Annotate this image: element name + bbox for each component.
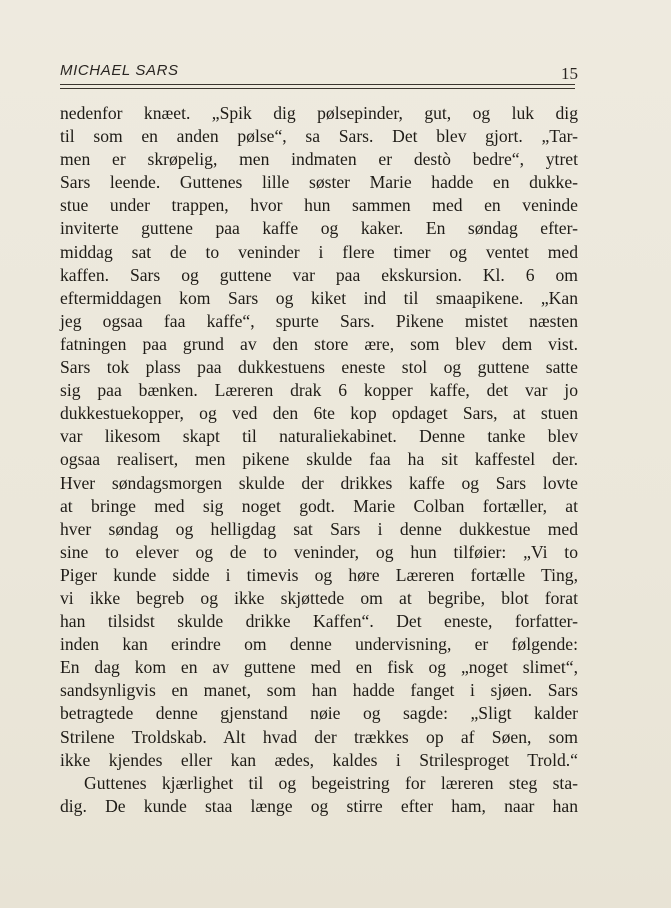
text-line: ogsaa realisert, men pikene skulde faa ha sit kaffestel der. [60,449,578,470]
text-line: Sars leende. Guttenes lille søster Marie hadde en dukke- [60,172,578,193]
text-line: dig. De kunde staa længe og stirre efter ham, naar han [60,795,578,816]
text-line: vi ikke begreb og ikke skjøttede om at begribe, blot forat [60,587,578,608]
header-rule-bottom [60,88,575,89]
text-line: middag sat de to veninder i flere timer og ventet med [60,241,578,262]
text-line: til som en anden pølse“, sa Sars. Det blev gjort. „Tar- [60,126,578,147]
text-line: inviterte guttene paa kaffe og kaker. En søndag efter- [60,218,578,239]
text-line: eftermiddagen kom Sars og kiket ind til smaapikene. „Kan [60,287,578,308]
header-rule-top [60,84,575,85]
text-line: men er skrøpelig, men indmaten er destò bedre“, ytret [60,149,578,170]
page-number: 15 [561,64,578,83]
text-line: nedenfor knæet. „Spik dig pølsepinder, gut, og luk dig [60,103,578,123]
text-line: Strilene Troldskab. Alt hvad der trækkes op af Søen, som [60,726,578,747]
text-line: han tilsidst skulde drikke Kaffen“. Det eneste, forfatter- [60,611,578,632]
running-head-title: MICHAEL SARS [60,62,179,79]
text-line: dukkestuekopper, og ved den 6te kop opdaget Sars, at stuen [60,403,578,424]
text-line: betragtede denne gjenstand nøie og sagde: „Sligt kalder [60,703,578,724]
text-line: hver søndag og helligdag sat Sars i denne dukkestue med [60,518,578,539]
text-line: Hver søndagsmorgen skulde der drikkes kaffe og Sars lovte [60,472,578,493]
text-line: Sars tok plass paa dukkestuens eneste stol og guttene satte [60,357,578,378]
text-line: En dag kom en av guttene med en fisk og „noget slimet“, [60,657,578,678]
text-line: sine to elever og de to veninder, og hun tilføier: „Vi to [60,541,578,562]
text-line: at bringe med sig noget godt. Marie Colban fortæller, at [60,495,578,516]
text-line: jeg ogsaa faa kaffe“, spurte Sars. Pikene mistet næsten [60,310,578,331]
running-head [60,60,580,86]
text-line: Piger kunde sidde i timevis og høre Læreren fortælle Ting, [60,564,578,585]
body-text [60,102,578,818]
text-line: ikke kjendes eller kan ædes, kaldes i Strilesproget Trold.“ [60,749,578,770]
text-line: fatningen paa grund av den store ære, som blev dem vist. [60,333,578,354]
text-line: sig paa bænken. Læreren drak 6 kopper kaffe, det var jo [60,380,578,401]
text-line: kaffen. Sars og guttene var paa ekskursion. Kl. 6 om [60,264,578,285]
text-line: sandsynligvis en manet, som han hadde fanget i sjøen. Sars [60,680,578,701]
text-line-paragraph-start: Guttenes kjærlighet til og begeistring for læreren steg sta- [84,772,578,793]
text-line: inden kan erindre om denne undervisning, er følgende: [60,634,578,655]
text-line: stue under trappen, hvor hun sammen med en veninde [60,195,578,216]
text-line: var likesom skapt til naturaliekabinet. Denne tanke blev [60,426,578,447]
